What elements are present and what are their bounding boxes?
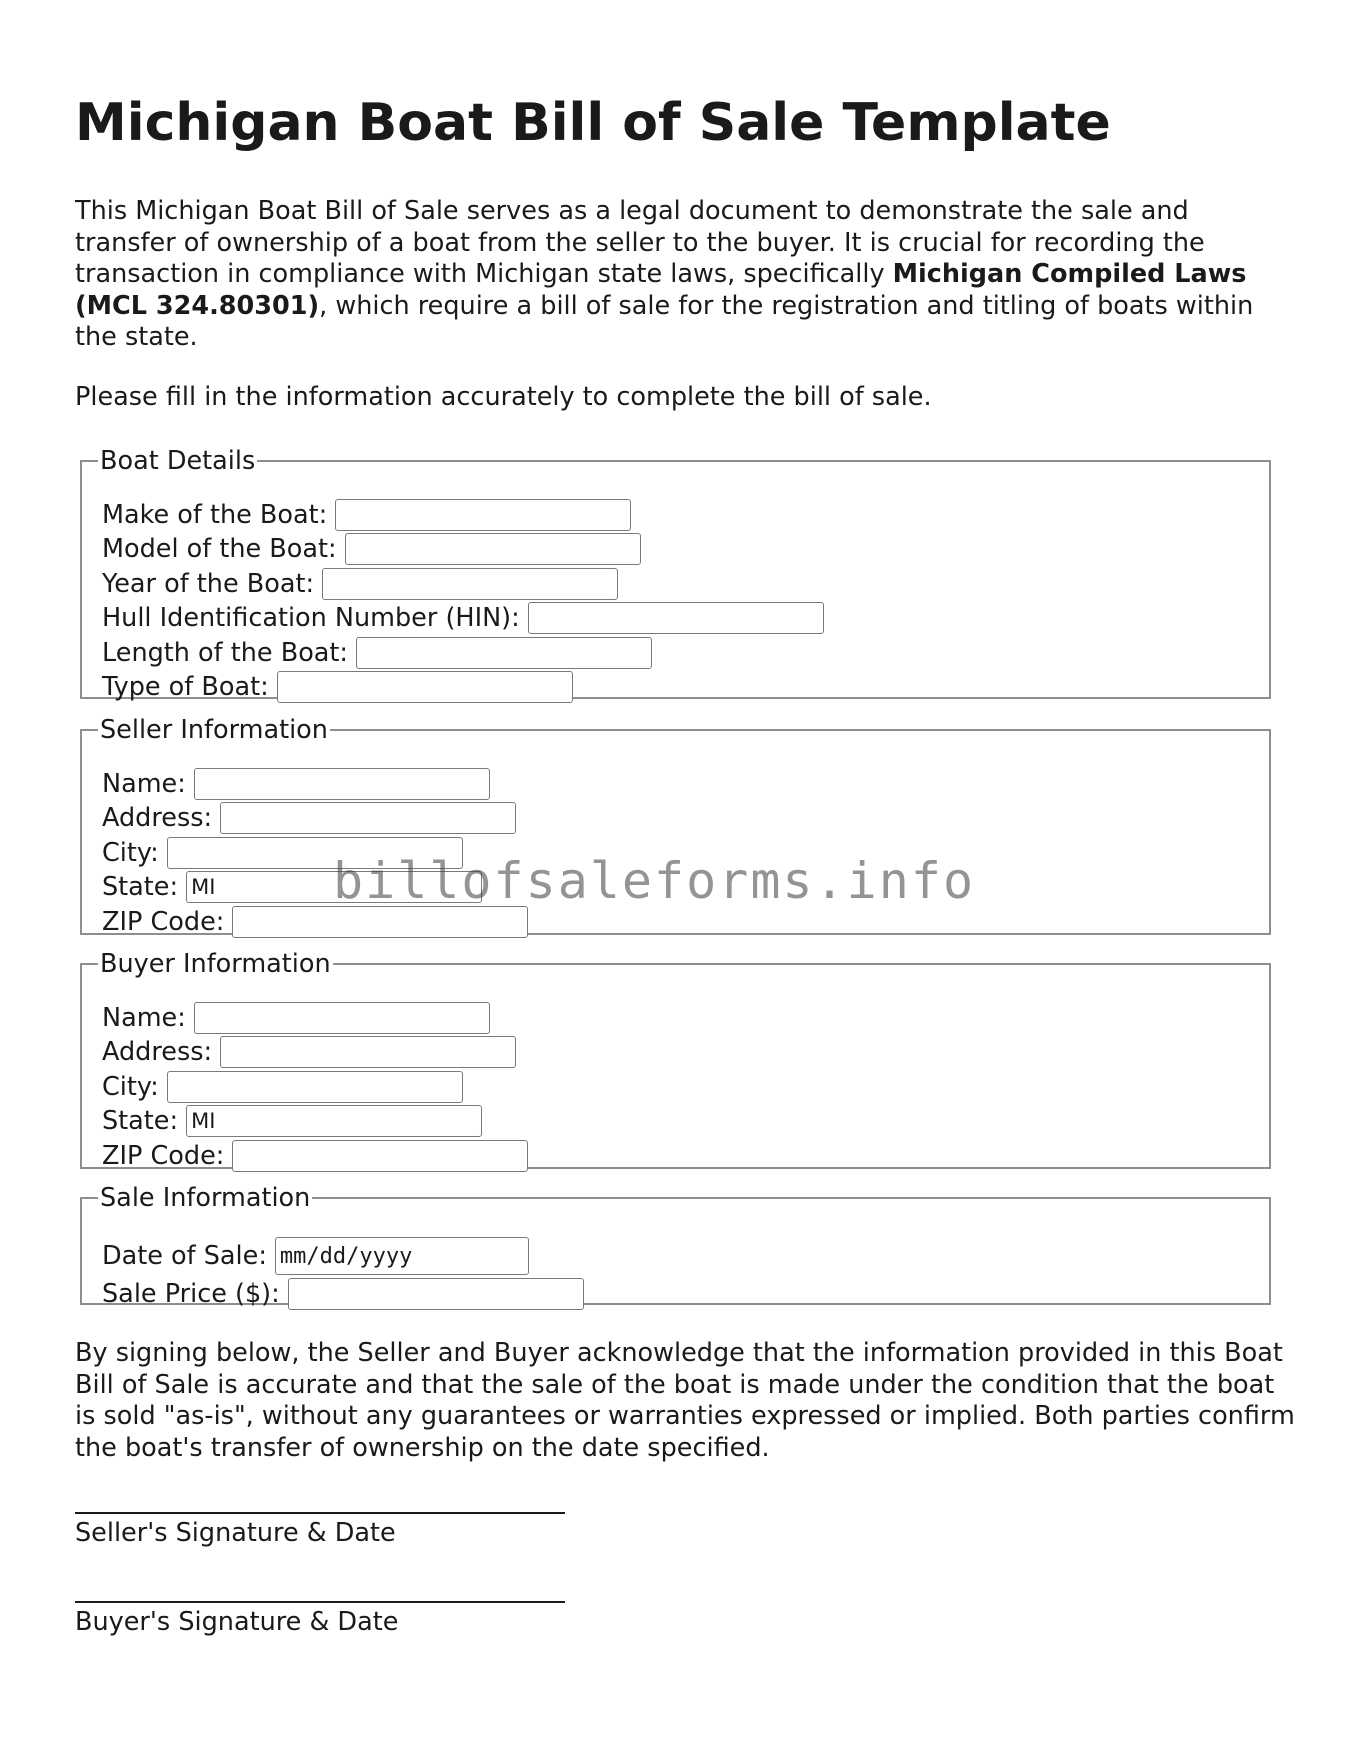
seller-name-label: Name: [102,769,186,799]
seller-city-input[interactable] [167,837,463,869]
make-label: Make of the Boat: [102,500,328,530]
intro-text-end: , which require a bill of sale for the registration and titling of boats within the state. [75,290,1254,352]
boat-details-legend: Boat Details [100,446,256,476]
model-label: Model of the Boat: [102,534,337,564]
buyer-name-row [102,1001,490,1035]
seller-city-row [102,836,463,870]
buyer-state-row [102,1104,482,1138]
buyer-zip-label: ZIP Code: [102,1141,225,1171]
make-input[interactable] [335,499,631,531]
sale-price-input[interactable] [288,1278,584,1310]
model-row [102,532,641,566]
hin-label: Hull Identification Number (HIN): [102,603,520,633]
boat-details-section [80,446,1271,702]
law-reference: Michigan Compiled Laws (MCL 324.80301) [75,259,1247,321]
type-label: Type of Boat: [102,672,269,702]
seller-address-row [102,801,516,835]
year-row [102,567,618,601]
length-row [102,636,652,670]
hin-row [102,601,824,635]
seller-zip-input[interactable] [232,906,528,938]
intro-text-start: This Michigan Boat Bill of Sale serves as a legal document to demonstrate the sale and transfer of ownership of a boat from the seller to the buyer. It is crucial for recording the transaction in compliance with Michigan state laws, specifically [75,196,1205,289]
watermark-text: billofsaleforms.info [333,852,976,910]
seller-name-row [102,767,490,801]
seller-zip-label: ZIP Code: [102,907,225,937]
hin-input[interactable] [528,602,824,634]
buyer-zip-input[interactable] [232,1140,528,1172]
seller-city-label: City: [102,838,159,868]
buyer-zip-row [102,1139,528,1173]
type-row [102,670,573,704]
make-row [102,498,631,532]
sale-price-label: Sale Price ($): [102,1279,280,1309]
seller-state-label: State: [102,872,179,902]
year-label: Year of the Boat: [102,569,315,599]
buyer-state-input[interactable] [186,1105,482,1137]
seller-address-input[interactable] [220,802,516,834]
buyer-city-input[interactable] [167,1071,463,1103]
buyer-signature-line: Buyer's Signature & Date [75,1601,565,1637]
seller-state-row [102,870,482,904]
sale-date-label: Date of Sale: [102,1241,267,1271]
model-input[interactable] [345,533,641,565]
buyer-address-label: Address: [102,1037,213,1067]
seller-name-input[interactable] [194,768,490,800]
acknowledgement-paragraph: By signing below, the Seller and Buyer acknowledge that the information provided in this Boat Bill of Sale is accurate and that the sale of the boat is made under the condition that the boat is sold "as-is", without any guarantees or warranties expressed or implied. Both parties confirm the boat's transfer of ownership on the date specified. [75,1338,1295,1463]
sale-date-input[interactable] [275,1237,529,1275]
length-input[interactable] [356,637,652,669]
buyer-section [80,951,1271,1169]
seller-zip-row [102,905,528,939]
seller-signature-line: Seller's Signature & Date [75,1512,565,1548]
buyer-legend: Buyer Information [100,949,331,979]
type-input[interactable] [277,671,573,703]
seller-state-input[interactable] [186,871,482,903]
sale-date-row [102,1237,529,1275]
buyer-name-label: Name: [102,1003,186,1033]
instructions-text: Please fill in the information accurately to complete the bill of sale. [75,382,932,412]
seller-address-label: Address: [102,803,213,833]
length-label: Length of the Boat: [102,638,349,668]
buyer-city-row [102,1070,463,1104]
intro-paragraph [75,196,1275,354]
year-input[interactable] [322,568,618,600]
sale-section [80,1183,1271,1309]
seller-section [80,717,1271,935]
page-title: Michigan Boat Bill of Sale Template [75,93,1111,153]
buyer-name-input[interactable] [194,1002,490,1034]
sale-price-row [102,1277,584,1311]
buyer-address-input[interactable] [220,1036,516,1068]
sale-legend: Sale Information [100,1183,311,1213]
buyer-state-label: State: [102,1106,179,1136]
buyer-city-label: City: [102,1072,159,1102]
buyer-address-row [102,1035,516,1069]
seller-legend: Seller Information [100,715,328,745]
